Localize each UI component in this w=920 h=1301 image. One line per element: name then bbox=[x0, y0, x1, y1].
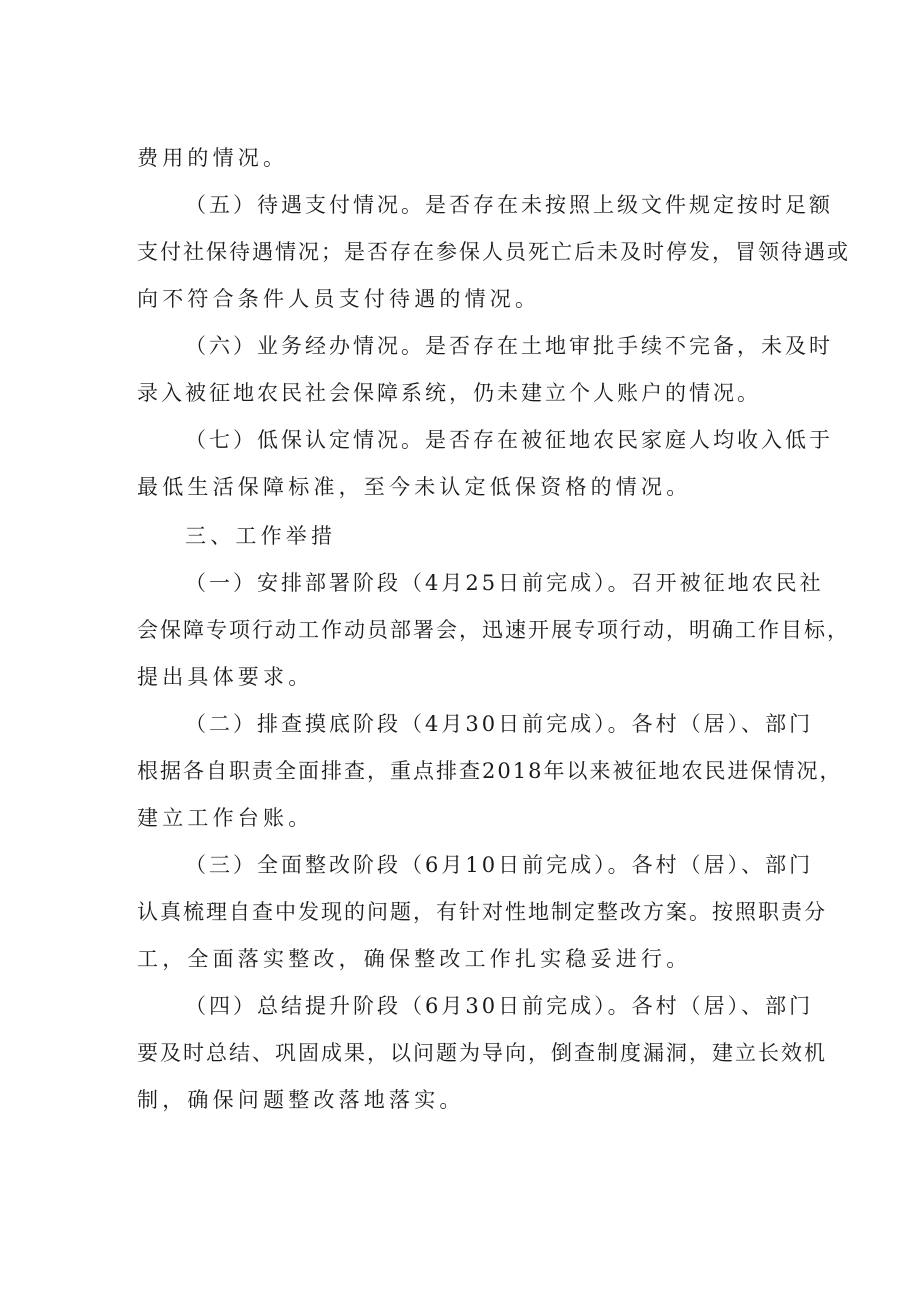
text-line: 工，全面落实整改，确保整改工作扎实稳妥进行。 bbox=[137, 947, 692, 971]
text-line: 向不符合条件人员支付待遇的情况。 bbox=[137, 287, 541, 311]
text-line: 认真梳理自查中发现的问题，有针对性地制定整改方案。按照职责分 bbox=[137, 900, 827, 924]
text-line: 会保障专项行动工作动员部署会，迅速开展专项行动，明确工作目标， bbox=[137, 618, 850, 642]
paragraph-heading-line: （六）业务经办情况。是否存在土地审批手续不完备，未及时 bbox=[185, 334, 833, 358]
text-line: 制，确保问题整改落地落实。 bbox=[137, 1088, 465, 1112]
text-line: 建立工作台账。 bbox=[137, 806, 314, 830]
paragraph-heading-line: （三）全面整改阶段（6月10日前完成）。各村（居）、部门 bbox=[185, 853, 814, 877]
paragraph-heading-line: （七）低保认定情况。是否存在被征地农民家庭人均收入低于 bbox=[185, 428, 833, 452]
text-line: 费用的情况。 bbox=[137, 146, 289, 170]
text-line: 支付社保待遇情况；是否存在参保人员死亡后未及时停发，冒领待遇或 bbox=[137, 240, 850, 264]
text-line: 最低生活保障标准，至今未认定低保资格的情况。 bbox=[137, 475, 692, 499]
text-line: 要及时总结、巩固成果，以问题为导向，倒查制度漏洞，建立长效机 bbox=[137, 1041, 827, 1065]
paragraph-heading-line: （四）总结提升阶段（6月30日前完成）。各村（居）、部门 bbox=[185, 994, 814, 1018]
section-heading: 三、工作举措 bbox=[185, 524, 337, 548]
paragraph-heading-line: （一）安排部署阶段（4月25日前完成）。召开被征地农民社 bbox=[185, 571, 824, 595]
text-line: 提出具体要求。 bbox=[137, 665, 314, 689]
text-line: 根据各自职责全面排查，重点排查2018年以来被征地农民进保情况， bbox=[137, 759, 843, 783]
text-line: 录入被征地农民社会保障系统，仍未建立个人账户的情况。 bbox=[137, 381, 761, 405]
paragraph-heading-line: （二）排查摸底阶段（4月30日前完成）。各村（居）、部门 bbox=[185, 712, 814, 736]
paragraph-heading-line: （五）待遇支付情况。是否存在未按照上级文件规定按时足额 bbox=[185, 193, 833, 217]
